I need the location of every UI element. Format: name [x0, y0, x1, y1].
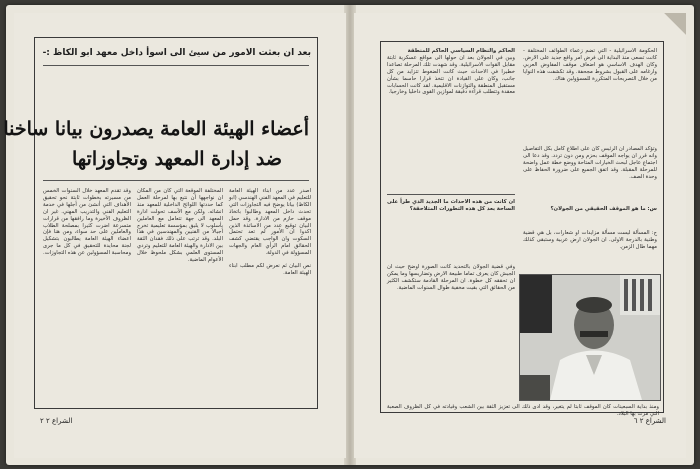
portrait-illustration: [520, 275, 660, 400]
question-text: س: ما هو الموقف الحقيقي من الجولان؟: [550, 206, 657, 212]
column-text: المختلفة الموقعة التي كان من المكان ان نواجهها أن نتبع بها لمرحلة العمل كما حددتها اللوائح الداخلية للمعهد منذ انشائه. ولكن مع الأسف تحولت ادارة المعهد الى جهة تتعامل مع العاملين بأسلوب لا يليق بمؤسسة تعليمية تخرج أجيالا من الفنيين والمهندسين في هذا البلد. وقد ترتب على ذلك فقدان الثقة بين الادارة والهيئة العامة للتعليم وتردي المستوى العلمي بشكل ملحوظ خلال الأعوام الماضية.: [137, 188, 223, 264]
text-column-left-middle: [387, 199, 515, 259]
headline-divider: [43, 180, 309, 181]
article-frame: [380, 41, 664, 417]
magazine-spread: [3, 5, 694, 465]
headline-line1: أعضاء الهيئة العامة يصدرون بيانا ساخنا: [3, 118, 309, 140]
portrait-photo: [519, 274, 661, 401]
column-text: ج: المسألة ليست مسألة مزايدات او شعارات، بل هي قضية وطنية بالدرجة الاولى. ان الجولان ارض عربية وستبقى كذلك مهما طال الزمن.: [523, 230, 657, 250]
left-page: [3, 13, 346, 458]
interview-question: [523, 206, 657, 228]
page-corner-fold: [658, 13, 686, 39]
column-text: وتؤكد المصادر ان الرئيس كان على اطلاع كامل بكل التفاصيل وانه قرر ان يواجه الموقف بحزم ومن دون تردد. وقد دعا الى اجتماع عاجل لبحث الخيارات المتاحة ووضع خطة عمل واضحة للمرحلة المقبلة. وقد اتفق الجميع على ضرورة الحفاظ على وحدة الصف.: [523, 146, 657, 180]
column-text: وقد تقدم المعهد خلال السنوات الخمس من مسيرته بخطوات ثابتة نحو تحقيق الأهداف التي أنشئ من أجلها في خدمة التعليم الفني والتدريب المهني. غير ان الظروف الأخيرة وما رافقها من قرارات متسرعة اضرت كثيرا بمصلحة الطلاب والعاملين على حد سواء، ومن هنا فإن اعضاء الهيئة العامة يطالبون بتشكيل لجنة محايدة للتحقيق في كل ما جرى ومحاسبة المسؤولين عن هذه التجاوزات.: [43, 188, 131, 257]
headline-line2: ضد إدارة المعهد وتجاوزاتها: [71, 148, 283, 170]
text-column-middle: [137, 188, 223, 400]
column-heading: الحاكم والنظام السياسي الحاكم للمنطقة: [407, 48, 515, 54]
text-column-right-middle: [523, 146, 657, 204]
column-divider: [387, 194, 515, 195]
text-column-left-top: [387, 48, 515, 188]
column-text: وبين في الجولان بعد ان حولها الى مواقع عسكرية ثابتة مقابل القوات الاسرائيلية. وقد شهدت تلك المرحلة تصاعدا خطيرا في الاحداث حيث كانت الضغوط تتزايد من كل جانب، وكان على القيادة ان تتخذ قرارا حاسما بشأن مستقبل المنطقة والتوازنات الاقليمية. لقد كانت الحسابات معقدة وتتطلب قراءة دقيقة لموازين القوى داخليا وخارجيا.: [387, 54, 515, 96]
text-column-left-bottom: [387, 264, 515, 404]
column-text: اصدر عدد من ابناء الهيئة العامة للتعليم في المعهد الفني الهندسي (ابو الكاظ) بيانا يوضح فيه التجاوزات التي تحدث داخل المعهد وطالبوا باتخاذ موقف حازم من الادارة. وقد حمل البيان توقيع عدد من الاساتذة الذين اكدوا ان الأمور لم تعد تحتمل السكوت وان الواجب يقتضي كشف الحقائق امام الرأي العام والجهات المسؤولة في الدولة.: [229, 188, 311, 257]
column-text: الحكومة الاسرائيلية - التي تضم زعماء الطوائف المختلفة - كانت تسعى منذ البداية الى فرض امر واقع جديد على الارض. وكان الهدف الاساسي هو اضعاف موقف المفاوض العربي وارغامه على القبول بشروط مجحفة. وقد تكشفت هذه النوايا من خلال التصريحات المتكررة للمسؤولين هناك.: [523, 48, 657, 82]
text-column-right-top: [523, 48, 657, 144]
column-note: نص البيان ثم نعرض لكم مطلب ابناء الهيئة العامة.: [229, 263, 311, 276]
text-column-left: [43, 188, 131, 400]
page-number: الشراع ٢ ٢: [40, 417, 73, 425]
text-column-right-bottom: [523, 230, 657, 270]
text-column-bottom: [387, 404, 659, 417]
page-number: الشراع ٢ ٦: [633, 417, 666, 425]
article-frame: [3, 37, 318, 409]
column-text: ومنذ بداية السبعينات كان الموقف ثابتا لم يتغير، وقد ادى ذلك الى تعزيز الثقة بين الشعب وقيادته في كل الظروف الصعبة التي مرت بها البلاد.: [387, 404, 659, 417]
banner-divider: [43, 65, 309, 66]
text-column-right: [229, 188, 311, 400]
right-page: [354, 13, 686, 458]
article-banner: بعد ان بعثت الامور من سيئ الى اسوأ داخل معهد ابو الكاظ :-: [42, 48, 311, 58]
column-text: وفي قضية الجولان بالتحديد كانت الصورة اوضح حيث ان الجيش كان يعرف تماما طبيعة الارض وتضاريسها وما يمكن ان تحققه كل خطوة. ان المرحلة القادمة ستكشف الكثير من الحقائق التي بقيت مخفية طوال السنوات الماضية.: [387, 264, 515, 291]
column-text: ان كانت من هذه الاحداث ما الجديد الذي طرأ على الساحة بعد كل هذه التطورات المتلاحقة؟: [387, 199, 515, 212]
